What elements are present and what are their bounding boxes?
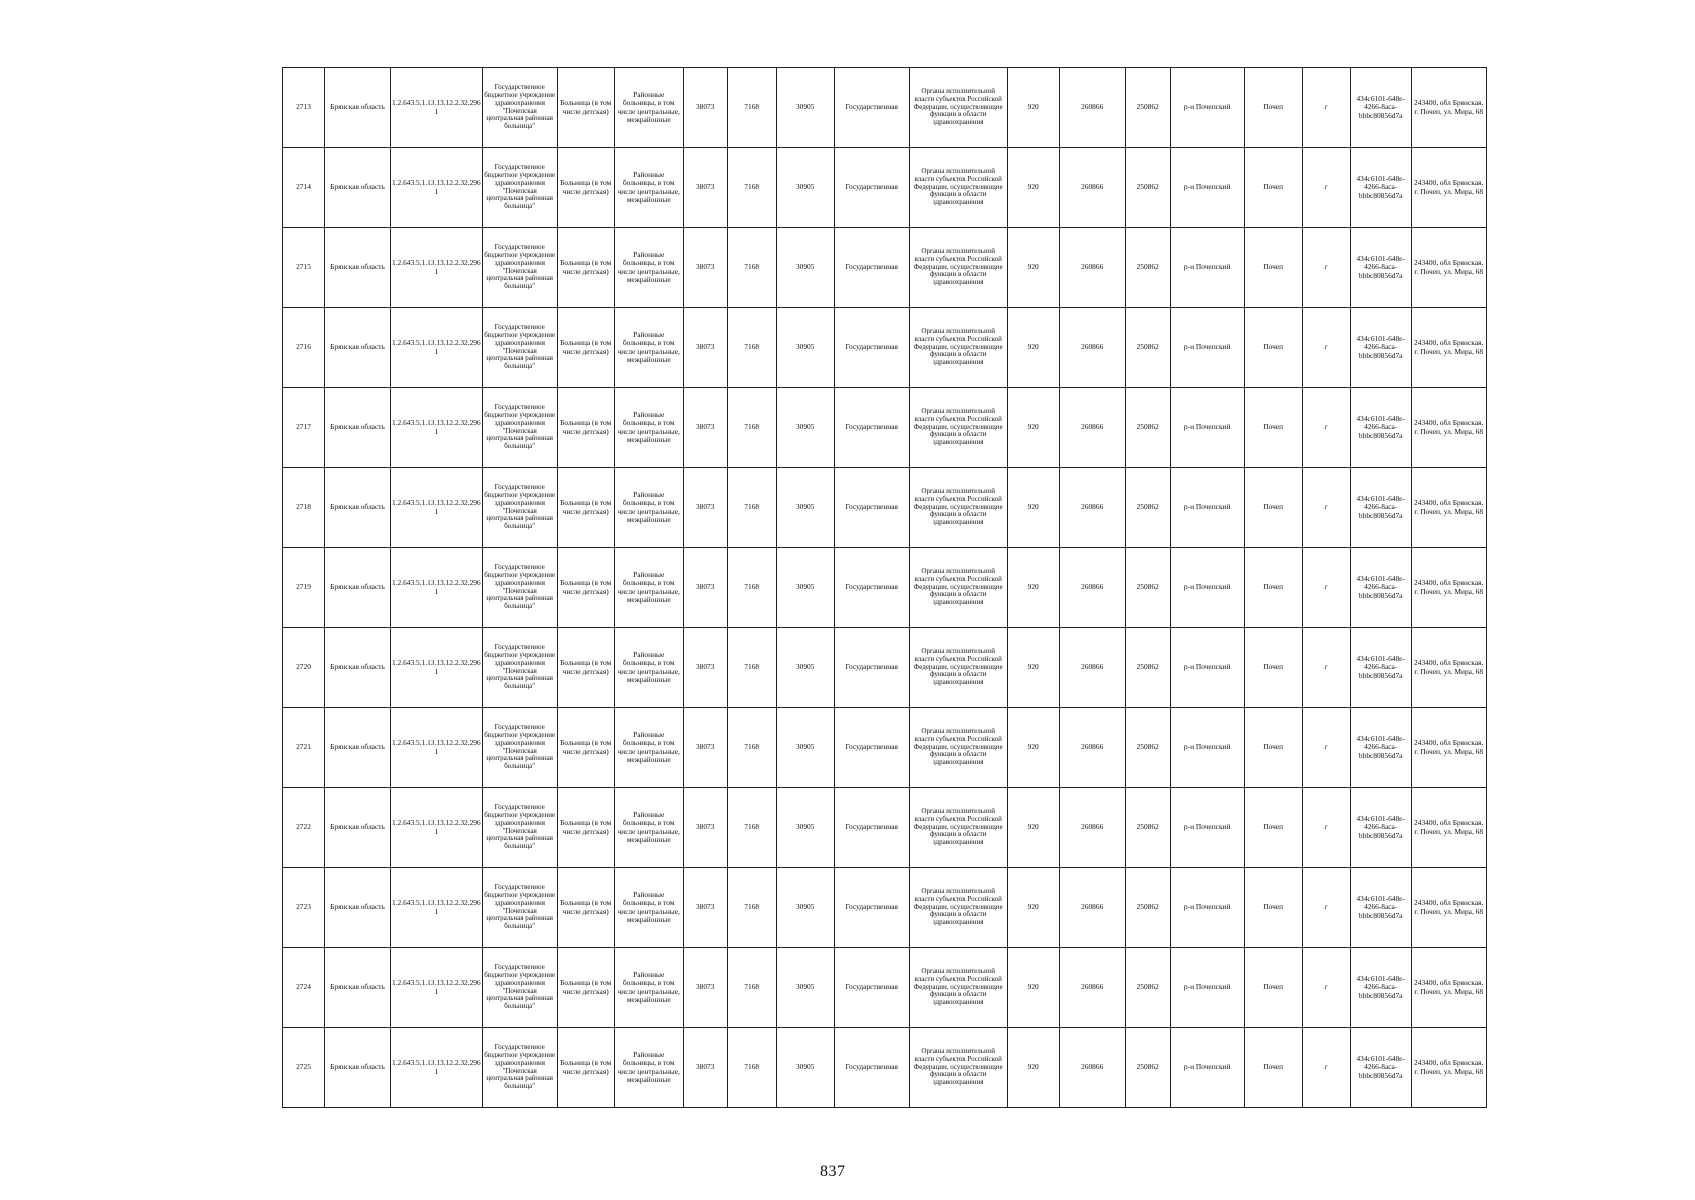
row-number-cell: 2720 [283,628,325,708]
region-cell: Брянская область [325,548,391,628]
region-cell: Брянская область [325,308,391,388]
district-cell: р-н Почепский [1170,548,1244,628]
authority-cell: Органы исполнительной власти субъектов Российской Федерации, осуществляющие функции в области здравоохранения [909,388,1007,468]
value-4-cell: 920 [1007,148,1059,228]
page-number: 837 [820,1163,846,1180]
facility-type-cell: Больница (в том числе детская) [557,548,614,628]
value-3-cell: 30905 [776,388,834,468]
value-3-cell: 30905 [776,548,834,628]
value-6-cell: 250862 [1125,308,1170,388]
authority-cell: Органы исполнительной власти субъектов Российской Федерации, осуществляющие функции в области здравоохранения [909,708,1007,788]
value-4-cell: 920 [1007,708,1059,788]
guid-cell: 434c6101-648e-4266-8aca-bbbc80856d7a [1350,308,1411,388]
settlement-type-cell: г [1302,868,1350,948]
address-cell: 243400, обл Брянская, г. Почеп, ул. Мира, 68 [1411,708,1486,788]
value-3-cell: 30905 [776,948,834,1028]
value-6-cell: 250862 [1125,628,1170,708]
value-5-cell: 260866 [1059,1028,1125,1108]
ownership-cell: Государственная [834,868,909,948]
value-2-cell: 7168 [727,548,776,628]
value-2-cell: 7168 [727,148,776,228]
facility-subtype-cell: Районные больницы, в том числе центральные, межрайонные [614,788,683,868]
authority-cell: Органы исполнительной власти субъектов Российской Федерации, осуществляющие функции в области здравоохранения [909,788,1007,868]
value-6-cell: 250862 [1125,388,1170,468]
organization-name-cell: Государственное бюджетное учреждение здравоохранения "Почепская центральная районная больница" [482,148,557,228]
facility-type-cell: Больница (в том числе детская) [557,308,614,388]
value-5-cell: 260866 [1059,68,1125,148]
authority-cell: Органы исполнительной власти субъектов Российской Федерации, осуществляющие функции в области здравоохранения [909,308,1007,388]
city-cell: Почеп [1244,628,1302,708]
settlement-type-cell: г [1302,388,1350,468]
city-cell: Почеп [1244,228,1302,308]
organization-name-cell: Государственное бюджетное учреждение здравоохранения "Почепская центральная районная больница" [482,628,557,708]
row-number-cell: 2715 [283,228,325,308]
district-cell: р-н Почепский [1170,68,1244,148]
facility-type-cell: Больница (в том числе детская) [557,148,614,228]
value-4-cell: 920 [1007,468,1059,548]
address-cell: 243400, обл Брянская, г. Почеп, ул. Мира, 68 [1411,1028,1486,1108]
ownership-cell: Государственная [834,148,909,228]
row-number-cell: 2724 [283,948,325,1028]
ownership-cell: Государственная [834,788,909,868]
facility-subtype-cell: Районные больницы, в том числе центральные, межрайонные [614,388,683,468]
value-6-cell: 250862 [1125,148,1170,228]
registry-body [283,68,1487,1108]
city-cell: Почеп [1244,868,1302,948]
district-cell: р-н Почепский [1170,628,1244,708]
row-number-cell: 2725 [283,1028,325,1108]
table-row [283,228,1487,308]
value-3-cell: 30905 [776,788,834,868]
facility-type-cell: Больница (в том числе детская) [557,68,614,148]
table-row [283,628,1487,708]
value-2-cell: 7168 [727,388,776,468]
address-cell: 243400, обл Брянская, г. Почеп, ул. Мира, 68 [1411,628,1486,708]
value-3-cell: 30905 [776,628,834,708]
organization-name-cell: Государственное бюджетное учреждение здравоохранения "Почепская центральная районная больница" [482,788,557,868]
value-4-cell: 920 [1007,948,1059,1028]
ownership-cell: Государственная [834,708,909,788]
value-1-cell: 38073 [683,308,727,388]
guid-cell: 434c6101-648e-4266-8aca-bbbc80856d7a [1350,468,1411,548]
guid-cell: 434c6101-648e-4266-8aca-bbbc80856d7a [1350,948,1411,1028]
district-cell: р-н Почепский [1170,148,1244,228]
registry-code-cell: 1.2.643.5.1.13.13.12.2.32.296 1 [391,788,483,868]
row-number-cell: 2722 [283,788,325,868]
value-2-cell: 7168 [727,628,776,708]
district-cell: р-н Почепский [1170,948,1244,1028]
authority-cell: Органы исполнительной власти субъектов Российской Федерации, осуществляющие функции в области здравоохранения [909,948,1007,1028]
table-row [283,148,1487,228]
value-5-cell: 260866 [1059,708,1125,788]
value-1-cell: 38073 [683,68,727,148]
authority-cell: Органы исполнительной власти субъектов Российской Федерации, осуществляющие функции в области здравоохранения [909,228,1007,308]
guid-cell: 434c6101-648e-4266-8aca-bbbc80856d7a [1350,548,1411,628]
registry-code-cell: 1.2.643.5.1.13.13.12.2.32.296 1 [391,548,483,628]
ownership-cell: Государственная [834,228,909,308]
value-2-cell: 7168 [727,468,776,548]
ownership-cell: Государственная [834,628,909,708]
table-row [283,1028,1487,1108]
settlement-type-cell: г [1302,228,1350,308]
region-cell: Брянская область [325,708,391,788]
value-5-cell: 260866 [1059,388,1125,468]
facility-subtype-cell: Районные больницы, в том числе центральные, межрайонные [614,868,683,948]
value-1-cell: 38073 [683,868,727,948]
settlement-type-cell: г [1302,788,1350,868]
value-4-cell: 920 [1007,548,1059,628]
city-cell: Почеп [1244,788,1302,868]
value-6-cell: 250862 [1125,68,1170,148]
value-3-cell: 30905 [776,68,834,148]
row-number-cell: 2713 [283,68,325,148]
value-6-cell: 250862 [1125,468,1170,548]
ownership-cell: Государственная [834,548,909,628]
facility-type-cell: Больница (в том числе детская) [557,788,614,868]
value-6-cell: 250862 [1125,708,1170,788]
value-2-cell: 7168 [727,308,776,388]
value-3-cell: 30905 [776,308,834,388]
organization-name-cell: Государственное бюджетное учреждение здравоохранения "Почепская центральная районная больница" [482,948,557,1028]
value-6-cell: 250862 [1125,868,1170,948]
value-1-cell: 38073 [683,388,727,468]
value-4-cell: 920 [1007,228,1059,308]
value-4-cell: 920 [1007,868,1059,948]
value-4-cell: 920 [1007,68,1059,148]
organization-name-cell: Государственное бюджетное учреждение здравоохранения "Почепская центральная районная больница" [482,548,557,628]
settlement-type-cell: г [1302,68,1350,148]
facility-subtype-cell: Районные больницы, в том числе центральные, межрайонные [614,548,683,628]
district-cell: р-н Почепский [1170,228,1244,308]
value-5-cell: 260866 [1059,228,1125,308]
settlement-type-cell: г [1302,1028,1350,1108]
city-cell: Почеп [1244,308,1302,388]
facility-subtype-cell: Районные больницы, в том числе центральные, межрайонные [614,228,683,308]
authority-cell: Органы исполнительной власти субъектов Российской Федерации, осуществляющие функции в области здравоохранения [909,868,1007,948]
value-2-cell: 7168 [727,1028,776,1108]
region-cell: Брянская область [325,228,391,308]
table-row [283,308,1487,388]
value-2-cell: 7168 [727,948,776,1028]
city-cell: Почеп [1244,468,1302,548]
facility-subtype-cell: Районные больницы, в том числе центральные, межрайонные [614,308,683,388]
region-cell: Брянская область [325,628,391,708]
district-cell: р-н Почепский [1170,868,1244,948]
registry-code-cell: 1.2.643.5.1.13.13.12.2.32.296 1 [391,468,483,548]
value-1-cell: 38073 [683,1028,727,1108]
address-cell: 243400, обл Брянская, г. Почеп, ул. Мира, 68 [1411,468,1486,548]
settlement-type-cell: г [1302,308,1350,388]
guid-cell: 434c6101-648e-4266-8aca-bbbc80856d7a [1350,788,1411,868]
value-1-cell: 38073 [683,788,727,868]
value-5-cell: 260866 [1059,948,1125,1028]
row-number-cell: 2714 [283,148,325,228]
city-cell: Почеп [1244,148,1302,228]
registry-code-cell: 1.2.643.5.1.13.13.12.2.32.296 1 [391,868,483,948]
registry-code-cell: 1.2.643.5.1.13.13.12.2.32.296 1 [391,308,483,388]
table-row [283,708,1487,788]
table-row [283,468,1487,548]
value-3-cell: 30905 [776,1028,834,1108]
row-number-cell: 2718 [283,468,325,548]
value-3-cell: 30905 [776,468,834,548]
guid-cell: 434c6101-648e-4266-8aca-bbbc80856d7a [1350,628,1411,708]
authority-cell: Органы исполнительной власти субъектов Российской Федерации, осуществляющие функции в области здравоохранения [909,468,1007,548]
address-cell: 243400, обл Брянская, г. Почеп, ул. Мира, 68 [1411,388,1486,468]
registry-code-cell: 1.2.643.5.1.13.13.12.2.32.296 1 [391,388,483,468]
document-sheet [282,67,1487,1108]
ownership-cell: Государственная [834,68,909,148]
table-row [283,548,1487,628]
district-cell: р-н Почепский [1170,788,1244,868]
value-5-cell: 260866 [1059,148,1125,228]
value-4-cell: 920 [1007,628,1059,708]
address-cell: 243400, обл Брянская, г. Почеп, ул. Мира, 68 [1411,148,1486,228]
facility-subtype-cell: Районные больницы, в том числе центральные, межрайонные [614,148,683,228]
organization-name-cell: Государственное бюджетное учреждение здравоохранения "Почепская центральная районная больница" [482,388,557,468]
district-cell: р-н Почепский [1170,308,1244,388]
value-1-cell: 38073 [683,468,727,548]
value-6-cell: 250862 [1125,228,1170,308]
organization-name-cell: Государственное бюджетное учреждение здравоохранения "Почепская центральная районная больница" [482,1028,557,1108]
value-5-cell: 260866 [1059,548,1125,628]
city-cell: Почеп [1244,548,1302,628]
value-3-cell: 30905 [776,228,834,308]
value-3-cell: 30905 [776,708,834,788]
facility-subtype-cell: Районные больницы, в том числе центральные, межрайонные [614,468,683,548]
registry-code-cell: 1.2.643.5.1.13.13.12.2.32.296 1 [391,228,483,308]
facility-subtype-cell: Районные больницы, в том числе центральные, межрайонные [614,68,683,148]
city-cell: Почеп [1244,68,1302,148]
value-6-cell: 250862 [1125,548,1170,628]
guid-cell: 434c6101-648e-4266-8aca-bbbc80856d7a [1350,1028,1411,1108]
settlement-type-cell: г [1302,708,1350,788]
region-cell: Брянская область [325,868,391,948]
ownership-cell: Государственная [834,1028,909,1108]
registry-code-cell: 1.2.643.5.1.13.13.12.2.32.296 1 [391,148,483,228]
row-number-cell: 2717 [283,388,325,468]
table-row [283,388,1487,468]
region-cell: Брянская область [325,948,391,1028]
authority-cell: Органы исполнительной власти субъектов Российской Федерации, осуществляющие функции в области здравоохранения [909,68,1007,148]
registry-code-cell: 1.2.643.5.1.13.13.12.2.32.296 1 [391,948,483,1028]
authority-cell: Органы исполнительной власти субъектов Российской Федерации, осуществляющие функции в области здравоохранения [909,548,1007,628]
organization-name-cell: Государственное бюджетное учреждение здравоохранения "Почепская центральная районная больница" [482,68,557,148]
row-number-cell: 2721 [283,708,325,788]
registry-code-cell: 1.2.643.5.1.13.13.12.2.32.296 1 [391,1028,483,1108]
settlement-type-cell: г [1302,628,1350,708]
organization-name-cell: Государственное бюджетное учреждение здравоохранения "Почепская центральная районная больница" [482,868,557,948]
registry-code-cell: 1.2.643.5.1.13.13.12.2.32.296 1 [391,68,483,148]
organization-name-cell: Государственное бюджетное учреждение здравоохранения "Почепская центральная районная больница" [482,308,557,388]
registry-code-cell: 1.2.643.5.1.13.13.12.2.32.296 1 [391,628,483,708]
value-1-cell: 38073 [683,628,727,708]
ownership-cell: Государственная [834,388,909,468]
organization-name-cell: Государственное бюджетное учреждение здравоохранения "Почепская центральная районная больница" [482,228,557,308]
facility-type-cell: Больница (в том числе детская) [557,628,614,708]
authority-cell: Органы исполнительной власти субъектов Российской Федерации, осуществляющие функции в области здравоохранения [909,628,1007,708]
row-number-cell: 2719 [283,548,325,628]
value-1-cell: 38073 [683,948,727,1028]
value-2-cell: 7168 [727,68,776,148]
registry-table [282,67,1487,1108]
value-1-cell: 38073 [683,548,727,628]
value-6-cell: 250862 [1125,1028,1170,1108]
row-number-cell: 2723 [283,868,325,948]
table-row [283,948,1487,1028]
authority-cell: Органы исполнительной власти субъектов Российской Федерации, осуществляющие функции в области здравоохранения [909,1028,1007,1108]
value-4-cell: 920 [1007,388,1059,468]
district-cell: р-н Почепский [1170,388,1244,468]
value-2-cell: 7168 [727,868,776,948]
region-cell: Брянская область [325,788,391,868]
value-6-cell: 250862 [1125,948,1170,1028]
facility-type-cell: Больница (в том числе детская) [557,708,614,788]
settlement-type-cell: г [1302,148,1350,228]
value-4-cell: 920 [1007,308,1059,388]
settlement-type-cell: г [1302,468,1350,548]
value-2-cell: 7168 [727,228,776,308]
value-3-cell: 30905 [776,868,834,948]
facility-type-cell: Больница (в том числе детская) [557,468,614,548]
value-5-cell: 260866 [1059,788,1125,868]
facility-type-cell: Больница (в том числе детская) [557,948,614,1028]
facility-subtype-cell: Районные больницы, в том числе центральные, межрайонные [614,708,683,788]
guid-cell: 434c6101-648e-4266-8aca-bbbc80856d7a [1350,708,1411,788]
row-number-cell: 2716 [283,308,325,388]
value-2-cell: 7168 [727,708,776,788]
table-row [283,868,1487,948]
organization-name-cell: Государственное бюджетное учреждение здравоохранения "Почепская центральная районная больница" [482,468,557,548]
address-cell: 243400, обл Брянская, г. Почеп, ул. Мира, 68 [1411,68,1486,148]
ownership-cell: Государственная [834,948,909,1028]
settlement-type-cell: г [1302,948,1350,1028]
organization-name-cell: Государственное бюджетное учреждение здравоохранения "Почепская центральная районная больница" [482,708,557,788]
authority-cell: Органы исполнительной власти субъектов Российской Федерации, осуществляющие функции в области здравоохранения [909,148,1007,228]
region-cell: Брянская область [325,1028,391,1108]
address-cell: 243400, обл Брянская, г. Почеп, ул. Мира, 68 [1411,548,1486,628]
value-4-cell: 920 [1007,788,1059,868]
value-5-cell: 260866 [1059,628,1125,708]
facility-subtype-cell: Районные больницы, в том числе центральные, межрайонные [614,1028,683,1108]
guid-cell: 434c6101-648e-4266-8aca-bbbc80856d7a [1350,68,1411,148]
address-cell: 243400, обл Брянская, г. Почеп, ул. Мира, 68 [1411,948,1486,1028]
address-cell: 243400, обл Брянская, г. Почеп, ул. Мира, 68 [1411,868,1486,948]
table-row [283,68,1487,148]
region-cell: Брянская область [325,68,391,148]
city-cell: Почеп [1244,708,1302,788]
facility-type-cell: Больница (в том числе детская) [557,388,614,468]
value-6-cell: 250862 [1125,788,1170,868]
value-3-cell: 30905 [776,148,834,228]
facility-subtype-cell: Районные больницы, в том числе центральные, межрайонные [614,948,683,1028]
city-cell: Почеп [1244,388,1302,468]
registry-code-cell: 1.2.643.5.1.13.13.12.2.32.296 1 [391,708,483,788]
value-5-cell: 260866 [1059,468,1125,548]
city-cell: Почеп [1244,1028,1302,1108]
region-cell: Брянская область [325,148,391,228]
facility-type-cell: Больница (в том числе детская) [557,1028,614,1108]
value-5-cell: 260866 [1059,868,1125,948]
ownership-cell: Государственная [834,468,909,548]
value-2-cell: 7168 [727,788,776,868]
guid-cell: 434c6101-648e-4266-8aca-bbbc80856d7a [1350,388,1411,468]
address-cell: 243400, обл Брянская, г. Почеп, ул. Мира, 68 [1411,788,1486,868]
district-cell: р-н Почепский [1170,1028,1244,1108]
value-1-cell: 38073 [683,708,727,788]
guid-cell: 434c6101-648e-4266-8aca-bbbc80856d7a [1350,228,1411,308]
table-row [283,788,1487,868]
value-4-cell: 920 [1007,1028,1059,1108]
address-cell: 243400, обл Брянская, г. Почеп, ул. Мира, 68 [1411,308,1486,388]
facility-type-cell: Больница (в том числе детская) [557,868,614,948]
region-cell: Брянская область [325,468,391,548]
district-cell: р-н Почепский [1170,708,1244,788]
city-cell: Почеп [1244,948,1302,1028]
district-cell: р-н Почепский [1170,468,1244,548]
region-cell: Брянская область [325,388,391,468]
settlement-type-cell: г [1302,548,1350,628]
value-1-cell: 38073 [683,148,727,228]
facility-subtype-cell: Районные больницы, в том числе центральные, межрайонные [614,628,683,708]
facility-type-cell: Больница (в том числе детская) [557,228,614,308]
value-5-cell: 260866 [1059,308,1125,388]
value-1-cell: 38073 [683,228,727,308]
guid-cell: 434c6101-648e-4266-8aca-bbbc80856d7a [1350,148,1411,228]
ownership-cell: Государственная [834,308,909,388]
guid-cell: 434c6101-648e-4266-8aca-bbbc80856d7a [1350,868,1411,948]
address-cell: 243400, обл Брянская, г. Почеп, ул. Мира, 68 [1411,228,1486,308]
